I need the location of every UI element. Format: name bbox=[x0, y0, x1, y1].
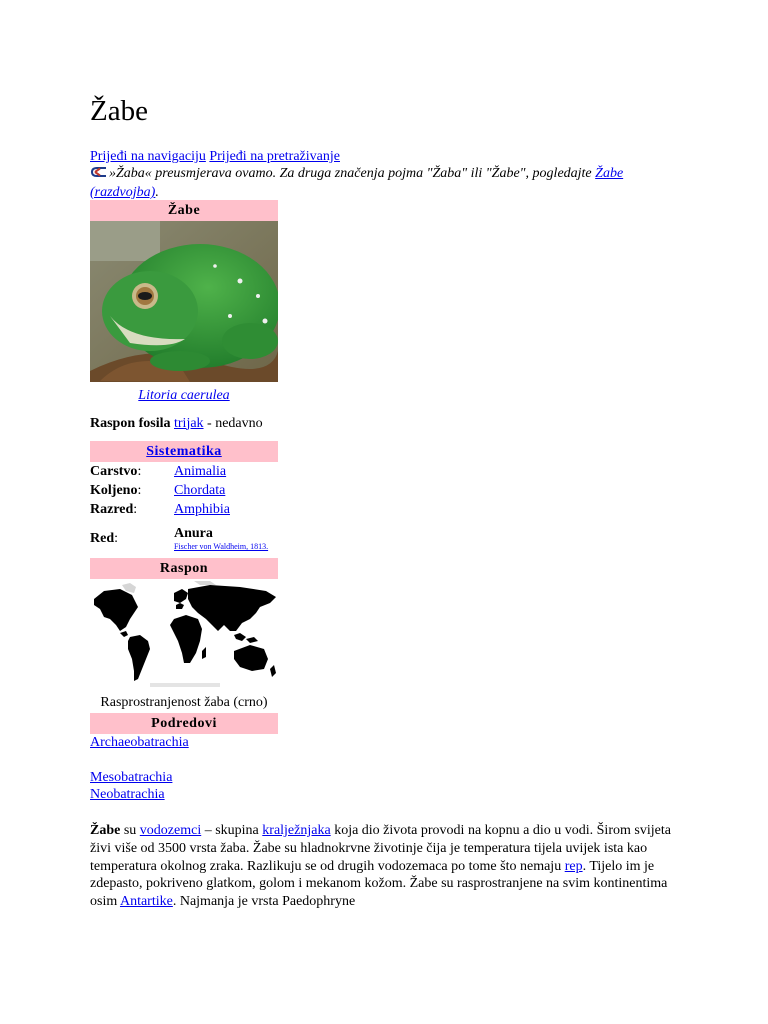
hatnote-text: »Žaba« preusmjerava ovamo. Za druga značenja pojma "Žaba" ili "Žabe", pogledajte bbox=[109, 166, 596, 181]
suborder-link-neobatrachia[interactable]: Neobatrachia bbox=[90, 787, 165, 802]
class-link[interactable]: Amphibia bbox=[174, 502, 230, 517]
tail-link[interactable]: rep bbox=[564, 858, 583, 874]
skip-to-navigation-link[interactable]: Prijeđi na navigaciju bbox=[90, 149, 206, 164]
disambiguation-link[interactable]: Žabe (razdvojba) bbox=[90, 166, 624, 200]
antarctica-link[interactable]: Antartike bbox=[119, 894, 173, 910]
taxonomy-row: Razred: Amphibia bbox=[90, 502, 230, 517]
order-row: Red: Anura Fischer von Waldheim, 1813. bbox=[90, 519, 278, 558]
taxonomy-row: Koljeno: Chordata bbox=[90, 483, 226, 498]
map-caption: Rasprostranjenost žaba (crno) bbox=[100, 695, 268, 710]
page-title: Žabe bbox=[90, 95, 148, 127]
intro-bold-term: Žabe bbox=[90, 823, 121, 838]
taxonomy-row: Carstvo: Animalia bbox=[90, 464, 227, 479]
intro-text: koja dio života provodi na kopnu a dio u vodi. Širom svijeta živi više od 3500 vrsta žaba. Žabe su hladnokrvne životinje čija je temperatura tijela uvijek ista kao temperatura okolnog zraka. Razlikuju se od drugih vodozemaca po tome što nemaju bbox=[90, 823, 671, 874]
image-caption bbox=[90, 387, 278, 405]
fossil-range-rest: - nedavno bbox=[203, 415, 263, 431]
frog-photo[interactable] bbox=[90, 221, 278, 387]
intro-text: . Najmanja je vrsta Paedophryne bbox=[172, 894, 356, 910]
list-item bbox=[90, 769, 189, 787]
infobox bbox=[90, 200, 278, 734]
image-caption-link[interactable]: Litoria caerulea bbox=[138, 388, 230, 403]
suborders-header: Podredovi bbox=[90, 713, 278, 734]
class-label: Razred bbox=[90, 502, 134, 517]
range-header: Raspon bbox=[90, 558, 278, 579]
systematics-link[interactable]: Sistematika bbox=[146, 444, 222, 459]
suborder-link-mesobatrachia[interactable]: Mesobatrachia bbox=[90, 769, 173, 785]
order-value: Anura bbox=[174, 526, 213, 541]
vertebrates-link[interactable]: kralježnjaka bbox=[262, 823, 331, 838]
redirect-arrow-icon bbox=[90, 166, 108, 184]
phylum-link[interactable]: Chordata bbox=[174, 483, 226, 498]
jump-links bbox=[90, 148, 340, 166]
systematics-header bbox=[90, 441, 278, 462]
phylum-label: Koljeno bbox=[90, 483, 138, 498]
list-item bbox=[90, 786, 189, 804]
hatnote bbox=[90, 165, 680, 202]
suborder-link-archaeobatrachia[interactable]: Archaeobatrachia bbox=[90, 735, 189, 750]
fossil-range-label: Raspon fosila bbox=[90, 415, 171, 431]
suborders-list bbox=[90, 734, 189, 804]
intro-paragraph bbox=[90, 822, 680, 911]
kingdom-label: Carstvo bbox=[90, 464, 138, 479]
hatnote-end: . bbox=[155, 185, 159, 200]
intro-text: . Tijelo im je zdepasto, pokriveno glatkom, golom i mekanom kožom. Žabe su rasprostranjene na svim kontinentima osim bbox=[90, 858, 668, 910]
triassic-link[interactable]: trijak bbox=[174, 415, 204, 431]
list-item bbox=[90, 734, 189, 752]
order-author-link[interactable]: Fischer von Waldheim, 1813. bbox=[174, 542, 269, 551]
kingdom-link[interactable]: Animalia bbox=[174, 464, 227, 479]
skip-to-search-link[interactable]: Prijeđi na pretraživanje bbox=[209, 149, 340, 164]
fossil-range-value bbox=[174, 415, 278, 432]
range-map[interactable] bbox=[90, 579, 278, 692]
intro-text: – skupina bbox=[201, 823, 263, 838]
infobox-title: Žabe bbox=[90, 200, 278, 221]
order-label: Red bbox=[90, 531, 115, 546]
intro-text: su bbox=[120, 823, 140, 838]
fossil-range-row bbox=[90, 405, 278, 441]
amphibians-link[interactable]: vodozemci bbox=[139, 823, 202, 838]
